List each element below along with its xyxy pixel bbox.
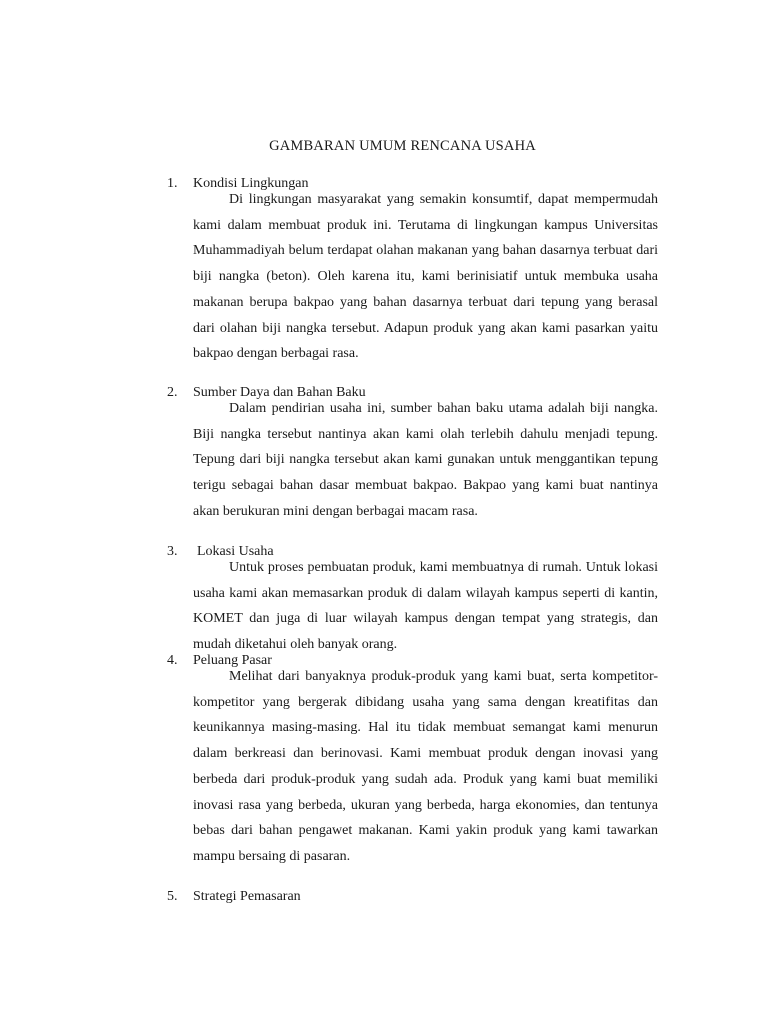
section-number: 4. <box>167 653 178 668</box>
section-number: 3. <box>167 544 178 559</box>
section-heading-label: Lokasi Usaha <box>197 544 274 559</box>
section-paragraph: Melihat dari banyaknya produk-produk yang kami buat, serta kompetitor-kompetitor yang bergerak dibidang usaha yang sama dengan kreatifitas dan keunikannya masing-masing. Hal itu tidak membuat semangat kami menurun dalam berkreasi dan berinovasi. Kami membuat produk dengan inovasi yang berbeda dari produk-produk yang sudah ada. Produk yang kami buat memiliki inovasi rasa yang berbeda, ukuran yang berbeda, harga ekonomies, dan tentunya bebas dari bahan pengawet makanan. Kami yakin produk yang kami tawarkan mampu bersaing di pasaran. <box>193 669 658 864</box>
section-sumber-daya <box>167 384 658 525</box>
section-number: 5. <box>167 889 178 904</box>
section-heading-label: Peluang Pasar <box>193 653 272 668</box>
section-heading-label: Kondisi Lingkungan <box>193 176 309 191</box>
section-paragraph: Dalam pendirian usaha ini, sumber bahan baku utama adalah biji nangka. Biji nangka tersebut nantinya akan kami olah terlebih dahulu menjadi tepung. Tepung dari biji nangka tersebut akan kami gunakan untuk menggantikan tepung terigu sebagai bahan dasar membuat bakpao. Bakpao yang kami buat nantinya akan berukuran mini dengan berbagai macam rasa. <box>193 401 658 519</box>
section-number: 2. <box>167 385 178 400</box>
section-strategi-pemasaran <box>167 888 658 905</box>
section-heading <box>167 888 658 905</box>
section-heading <box>167 384 658 401</box>
section-heading-label: Sumber Daya dan Bahan Baku <box>193 385 366 400</box>
section-heading <box>167 652 658 669</box>
section-kondisi-lingkungan <box>167 175 658 367</box>
section-heading <box>167 175 658 192</box>
section-lokasi-usaha <box>167 543 658 658</box>
section-heading-label: Strategi Pemasaran <box>193 889 301 904</box>
section-paragraph: Untuk proses pembuatan produk, kami membuatnya di rumah. Untuk lokasi usaha kami akan memasarkan produk di dalam wilayah kampus seperti di kantin, KOMET dan juga di luar wilayah kampus dengan tempat yang strategis, dan mudah diketahui oleh banyak orang. <box>193 560 658 653</box>
section-number: 1. <box>167 176 178 191</box>
section-heading <box>167 543 658 560</box>
section-paragraph: Di lingkungan masyarakat yang semakin konsumtif, dapat mempermudah kami dalam membuat produk ini. Terutama di lingkungan kampus Universitas Muhammadiyah belum terdapat olahan makanan yang bahan dasarnya terbuat dari biji nangka (beton). Oleh karena itu, kami berinisiatif untuk membuka usaha makanan berupa bakpao yang bahan dasarnya terbuat dari tepung yang berasal dari olahan biji nangka tersebut. Adapun produk yang akan kami pasarkan yaitu bakpao dengan berbagai rasa. <box>193 192 658 362</box>
document-title: GAMBARAN UMUM RENCANA USAHA <box>269 138 536 154</box>
section-peluang-pasar <box>167 652 658 870</box>
